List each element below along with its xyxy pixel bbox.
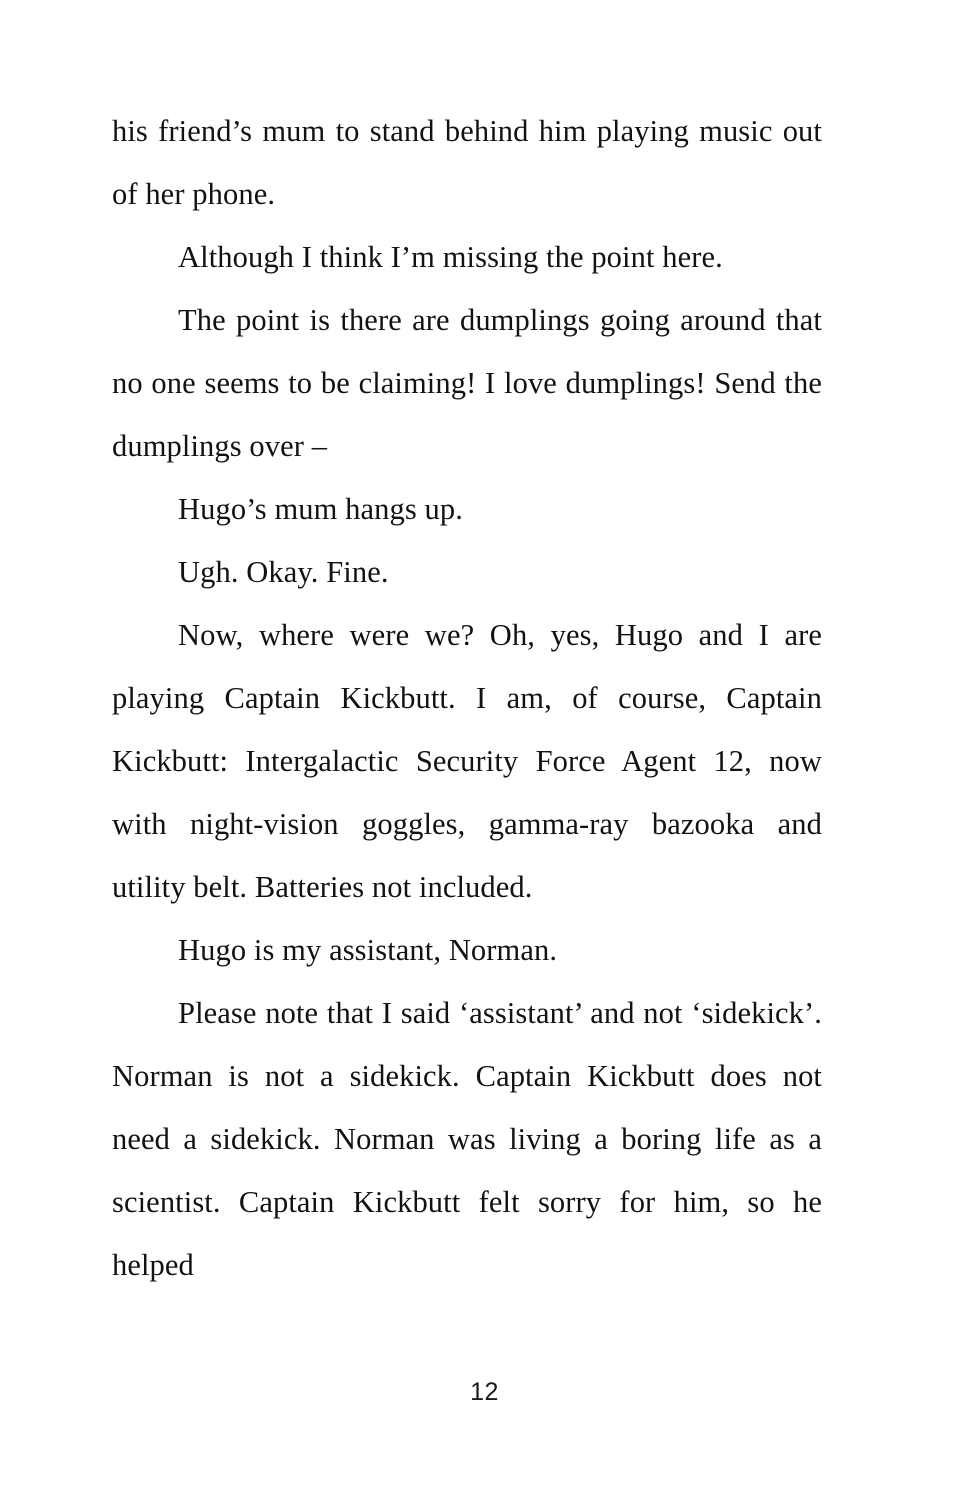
paragraph: Hugo’s mum hangs up.: [178, 492, 463, 526]
paragraph: Please note that I said ‘assistant’ and not ‘sidekick’. Norman is not a sidekick. Captain Kickbutt does not need a sidekick. Norman was living a boring life as a scientist. Captain Kickbutt felt sorry for him, so he helped: [112, 996, 822, 1282]
paragraph: The point is there are dumplings going around that no one seems to be claiming! I love dumplings! Send the dumplings over –: [112, 303, 822, 463]
paragraph: Although I think I’m missing the point here.: [178, 240, 723, 274]
paragraph: Hugo is my assistant, Norman.: [178, 933, 558, 967]
page-text-block: [112, 100, 822, 1297]
paragraph: Ugh. Okay. Fine.: [178, 555, 389, 589]
paragraph: Now, where were we? Oh, yes, Hugo and I are playing Captain Kickbutt. I am, of course, Captain Kickbutt: Intergalactic Security Force Agent 12, now with night-vision goggles, gamma-ray bazooka and utility belt. Batteries not included.: [112, 618, 822, 904]
paragraph-continued: his friend’s mum to stand behind him playing music out of her phone.: [112, 114, 822, 211]
page-number: 12: [470, 1378, 499, 1406]
